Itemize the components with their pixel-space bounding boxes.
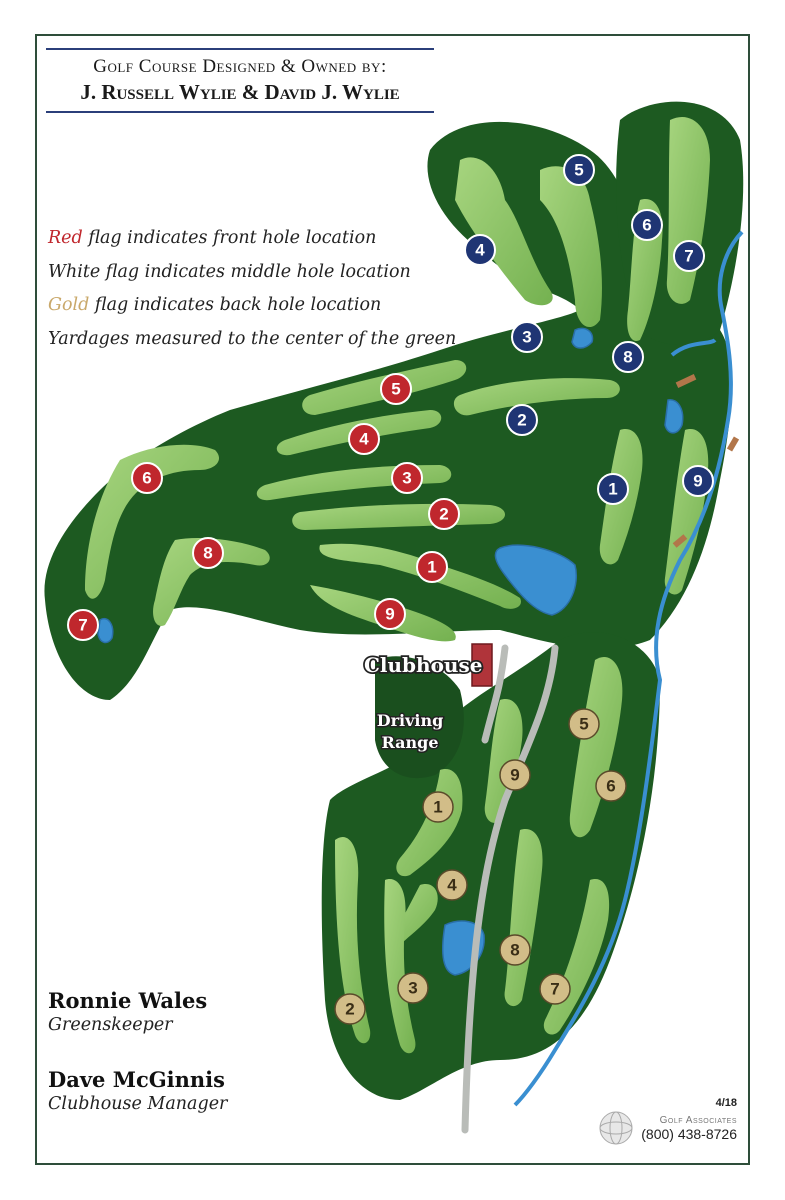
gold-hole-1-marker[interactable]: [423, 792, 453, 822]
staff-greenskeeper: [48, 988, 207, 1035]
blue-hole-5-marker[interactable]: [564, 155, 594, 185]
legend-white-line: White flag indicates middle hole location: [48, 261, 411, 282]
staff-clubhouse-manager: [48, 1067, 227, 1114]
red-hole-8-marker[interactable]: [193, 538, 223, 568]
svg-text:7: 7: [550, 979, 560, 999]
clubhouse-label: Clubhouse: [364, 653, 483, 677]
red-hole-3-marker[interactable]: [392, 463, 422, 493]
flag-legend: [48, 222, 456, 356]
svg-text:4: 4: [475, 240, 485, 260]
svg-text:5: 5: [391, 379, 401, 399]
gold-hole-2-marker[interactable]: [335, 994, 365, 1024]
staff-role: Greenskeeper: [48, 1015, 173, 1035]
svg-text:2: 2: [345, 999, 355, 1019]
legend-gold-text: flag indicates back hole location: [89, 295, 382, 315]
gold-hole-4-marker[interactable]: [437, 870, 467, 900]
header-line1: Golf Course Designed & Owned by:: [93, 56, 387, 77]
gold-hole-5-marker[interactable]: [569, 709, 599, 739]
blue-hole-2-marker[interactable]: [507, 405, 537, 435]
red-hole-7-marker[interactable]: [68, 610, 98, 640]
red-hole-1-marker[interactable]: [417, 552, 447, 582]
svg-text:9: 9: [510, 765, 520, 785]
svg-text:9: 9: [385, 604, 395, 624]
svg-text:5: 5: [574, 160, 584, 180]
svg-text:6: 6: [606, 776, 616, 796]
legend-yardage-note: Yardages measured to the center of the green: [48, 328, 457, 349]
driving-range-label-line2: Range: [381, 733, 439, 752]
svg-text:8: 8: [203, 543, 213, 563]
gold-hole-3-marker[interactable]: [398, 973, 428, 1003]
driving-range-label-line1: Driving: [376, 711, 444, 730]
svg-text:6: 6: [642, 215, 652, 235]
blue-hole-6-marker[interactable]: [632, 210, 662, 240]
blue-hole-4-marker[interactable]: [465, 235, 495, 265]
svg-text:1: 1: [608, 479, 618, 499]
legend-red-line: [48, 222, 456, 256]
svg-text:2: 2: [517, 410, 527, 430]
staff-name: Dave McGinnis: [48, 1067, 225, 1092]
gold-hole-6-marker[interactable]: [596, 771, 626, 801]
golf-associates-logo-icon: [598, 1110, 634, 1146]
legend-gold-word: Gold: [48, 295, 90, 315]
print-date: 4/18: [715, 1097, 737, 1109]
red-hole-6-marker[interactable]: [132, 463, 162, 493]
legend-red-word: Red: [48, 228, 83, 248]
red-hole-5-marker[interactable]: [381, 374, 411, 404]
red-hole-4-marker[interactable]: [349, 424, 379, 454]
legend-gold-line: [48, 289, 456, 323]
svg-text:4: 4: [359, 429, 369, 449]
gold-hole-9-marker[interactable]: [500, 760, 530, 790]
legend-red-text: flag indicates front hole location: [82, 228, 377, 248]
staff-name: Ronnie Wales: [48, 988, 208, 1013]
designer-header: [46, 48, 434, 113]
header-rule-bottom: [46, 111, 434, 113]
svg-text:3: 3: [402, 468, 412, 488]
gold-hole-7-marker[interactable]: [540, 974, 570, 1004]
svg-text:7: 7: [684, 246, 694, 266]
svg-text:1: 1: [427, 557, 437, 577]
svg-text:2: 2: [439, 504, 449, 524]
svg-text:3: 3: [408, 978, 418, 998]
publisher-credit: [641, 1097, 737, 1142]
svg-text:9: 9: [693, 471, 703, 491]
staff-role: Clubhouse Manager: [48, 1094, 228, 1114]
svg-text:7: 7: [78, 615, 88, 635]
svg-text:1: 1: [433, 797, 443, 817]
header-rule-top: [46, 48, 434, 50]
svg-text:3: 3: [522, 327, 532, 347]
publisher-name: Golf Associates: [659, 1115, 737, 1126]
red-hole-9-marker[interactable]: [375, 599, 405, 629]
red-hole-2-marker[interactable]: [429, 499, 459, 529]
svg-text:5: 5: [579, 714, 589, 734]
svg-text:8: 8: [623, 347, 633, 367]
svg-text:4: 4: [447, 875, 457, 895]
svg-text:6: 6: [142, 468, 152, 488]
gold-hole-8-marker[interactable]: [500, 935, 530, 965]
publisher-phone: (800) 438-8726: [641, 1126, 737, 1142]
blue-hole-9-marker[interactable]: [683, 466, 713, 496]
header-line2: J. Russell Wylie & David J. Wylie: [80, 80, 400, 104]
svg-text:8: 8: [510, 940, 520, 960]
blue-hole-3-marker[interactable]: [512, 322, 542, 352]
blue-hole-8-marker[interactable]: [613, 342, 643, 372]
blue-hole-7-marker[interactable]: [674, 241, 704, 271]
blue-hole-1-marker[interactable]: [598, 474, 628, 504]
